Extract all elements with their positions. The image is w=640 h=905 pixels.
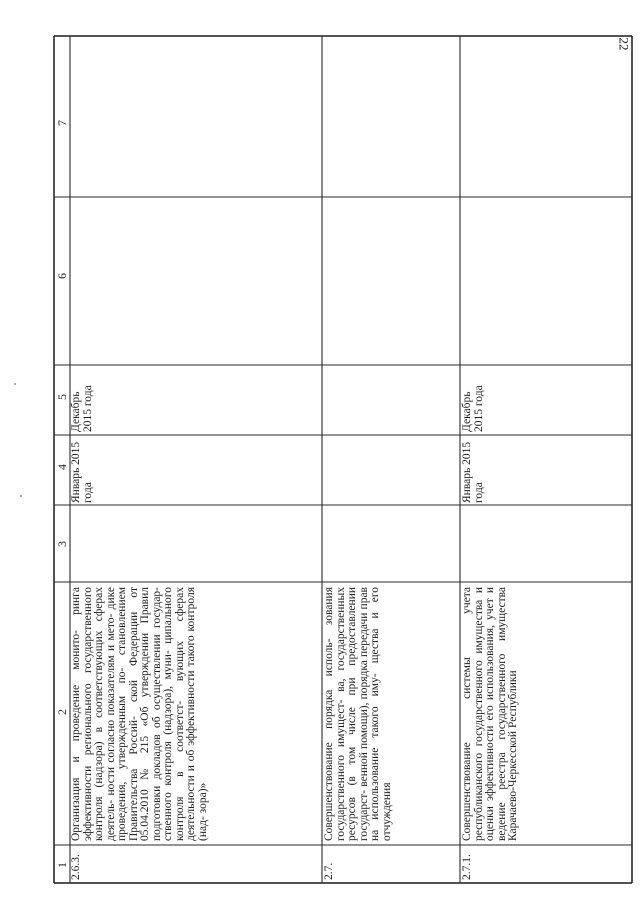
row-number: 2.7.: [323, 862, 335, 880]
row-start: Январь 2015 года: [70, 441, 94, 503]
row-text: Организация и проведение монито- ринга эффективности регионального государственного контроля (надзора) в соответствующих сферах деятель- ности согласно показателям и мето- дике проведения, утвержденным по- становлением Правительства Россий- ской Федерации от 05.04.2010 № 215 «Об утверждении Правил подготовки докладов об осуществлении государ- ственного контроля (надзора), муни- ципального контроля в соответст- вующих сферах деятельности и об эффективности такого контроля (над- зора)»: [70, 587, 210, 841]
col-header-7: 7: [55, 120, 69, 126]
row-end: Декабрь 2015 года: [461, 385, 485, 432]
col-header-1: 1: [55, 862, 69, 868]
scan-speck: [20, 495, 22, 497]
col-header-3: 3: [55, 541, 69, 547]
col-header-4: 4: [55, 464, 69, 470]
col-header-2: 2: [55, 709, 69, 715]
row-number: 2.6.3.: [70, 854, 82, 880]
row-text: Совершенствование порядка исполь- зования государственного имущест- ва, государственных ресурсов (в том числе при предоставлении государст- венной помощи), порядка передачи прав на использование такого иму- щества и его отчуждения: [323, 587, 393, 841]
page-number: 22: [616, 37, 632, 51]
row-number: 2.7.1.: [461, 854, 473, 880]
col-header-6: 6: [55, 273, 69, 279]
col-header-5: 5: [55, 394, 69, 400]
row-end: Декабрь 2015 года: [70, 385, 94, 432]
row-text: Совершенствование системы учета республиканского государственного имущества и оценки эффективности его использования, учет и ведение реестра государственного имущества Карачаево-Черкесской Республики: [461, 587, 520, 841]
scan-speck: [14, 383, 16, 385]
row-start: Январь 2015 года: [461, 441, 485, 503]
